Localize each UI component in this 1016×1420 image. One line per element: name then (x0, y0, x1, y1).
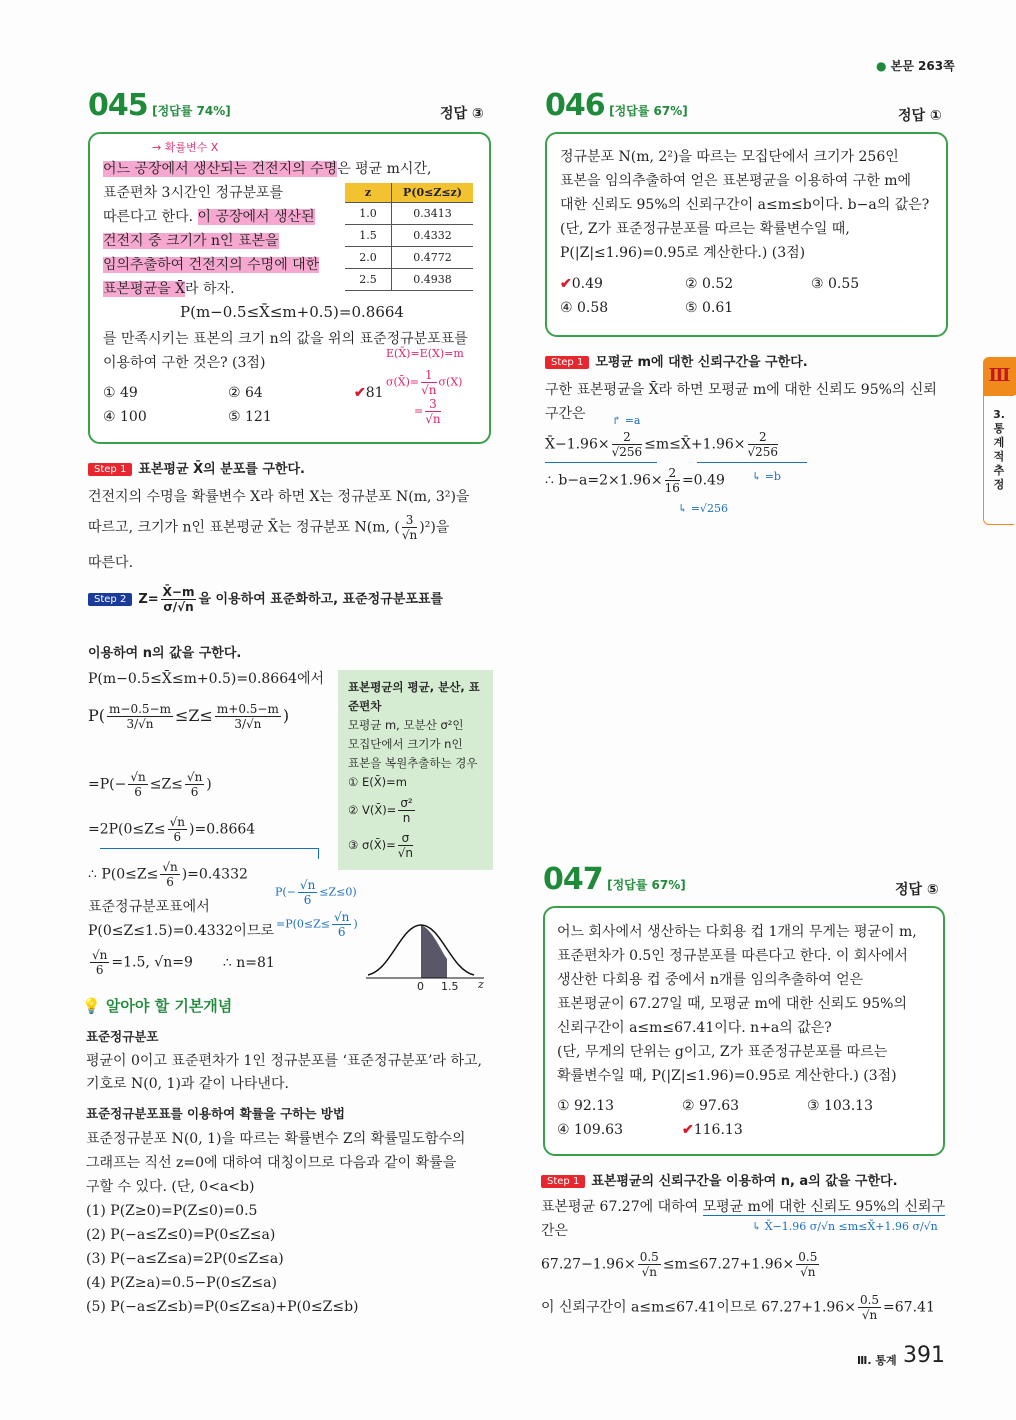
problem-046-header (545, 88, 688, 123)
fraction (215, 702, 281, 731)
text: ≤m≤67.27+1.96× (662, 1256, 795, 1273)
choice-3[interactable] (354, 385, 384, 401)
fraction (748, 430, 779, 459)
denominator: √256 (611, 445, 643, 459)
denominator: n (402, 811, 411, 825)
step-badge: Step 2 (88, 593, 132, 606)
highlight-text: 임의추출하여 건전지의 수명에 대한 (103, 257, 320, 273)
text: 라 하자. (185, 281, 235, 297)
condition-equation: P(m−0.5≤X̄≤m+0.5)=0.8664 (180, 303, 404, 321)
p-cell: 0.4332 (392, 225, 474, 247)
text: =1.5, √n=9 (111, 954, 193, 971)
text: 정규분포 N(m, 2²)을 따르는 모집단에서 크기가 256인 (560, 149, 899, 165)
denominator: √n (861, 1308, 878, 1322)
equation (88, 702, 289, 731)
z-header: z (345, 183, 392, 203)
correct-rate: [정답률 74%] (152, 104, 231, 118)
numerator: 2 (665, 466, 680, 481)
numerator: √n (162, 860, 178, 874)
denominator: √256 (747, 445, 779, 459)
numerator: X̄−m (162, 585, 195, 599)
fraction (128, 770, 147, 799)
answer-label: 정답 ⑤ (895, 882, 939, 898)
solution-text (545, 378, 937, 426)
denominator: 3/√n (126, 717, 154, 731)
note-stddev-value (414, 397, 443, 426)
text: 67.27−1.96× (541, 1256, 636, 1273)
denominator: √n (641, 1265, 657, 1279)
list-item: (3) P(−a≤Z≤a)=2P(0≤Z≤a) (86, 1251, 284, 1267)
text: ③ σ(X̄)= (348, 838, 396, 852)
numerator: √n (186, 770, 203, 784)
step-badge: Step 1 (88, 463, 132, 476)
text: σ(X̄)= (386, 375, 420, 389)
equation (545, 466, 725, 495)
annotation-a: ↱ =a (612, 414, 641, 427)
step2-045 (88, 585, 443, 614)
choice-2[interactable]: ② 64 (228, 385, 263, 401)
problem-number: 047 (543, 862, 603, 897)
text: 표준편차 3시간인 정규분포를 (103, 185, 284, 201)
fraction (168, 815, 187, 844)
numerator: √n (92, 948, 108, 962)
text: Z= (138, 592, 159, 607)
step-badge: Step 1 (541, 1175, 585, 1188)
text: 그래프는 직선 z=0에 대하여 대칭이므로 다음과 같이 확률을 (86, 1155, 457, 1171)
equation (541, 1250, 821, 1279)
denominator: √n (397, 846, 414, 860)
answer-label: 정답 ① (898, 108, 942, 124)
choice-3[interactable]: ③ 103.13 (807, 1098, 873, 1114)
text: =√256 (690, 502, 728, 515)
tip-item (348, 831, 483, 860)
text: =2P(0≤Z≤ (88, 821, 166, 838)
step1-047 (541, 1170, 898, 1189)
step-title: 표본평균의 신뢰구간을 이용하여 n, a의 값을 구한다. (591, 1174, 898, 1189)
numerator: 0.5 (639, 1250, 659, 1264)
tip-text: 모평균 m, 모분산 σ²인 (348, 718, 464, 732)
p-header: P(0≤Z≤z) (392, 183, 474, 203)
numerator: 2 (612, 430, 643, 445)
tip-text: 표본을 복원추출하는 경우 (348, 756, 478, 770)
blue-annotation (275, 878, 357, 907)
text: 표준정규분포 N(0, 1)을 따르는 확률변수 Z의 확률밀도함수의 (86, 1131, 466, 1147)
problem-045-header (88, 88, 231, 123)
text: 평균이 0이고 표준편차가 1인 정규분포를 ‘표준정규분포’라 하고, (86, 1053, 482, 1069)
text: 표본평균이 67.27일 때, 모평균 m에 대한 신뢰도 95%의 (557, 996, 907, 1012)
text: =67.41 (883, 1299, 935, 1316)
choice-5[interactable]: ⑤ 0.61 (685, 300, 734, 316)
highlight-text: 건전지 중 크기가 n인 표본을 (103, 233, 279, 249)
list-item: (1) P(Z≥0)=P(Z≤0)=0.5 (86, 1203, 258, 1219)
chapter-label: 3. 통계적 추정 (983, 395, 1014, 525)
shaded-area (421, 925, 447, 978)
text: P(|Z|≤1.96)=0.95로 계산한다.) (3점) (560, 245, 806, 261)
numerator: 0.5 (798, 1250, 818, 1264)
z-cell: 2.5 (345, 269, 392, 291)
chapter-tab[interactable]: Ⅲ (983, 357, 1016, 395)
fraction (665, 466, 680, 495)
correct-rate: [정답률 67%] (607, 878, 686, 892)
fraction (638, 1250, 661, 1279)
blue-annotation: ↳ X̄−1.96 σ/√n ≤m≤X̄+1.96 σ/√n (752, 1220, 938, 1233)
fraction (107, 702, 173, 731)
denominator: 6 (166, 875, 174, 889)
text: =b (764, 470, 781, 483)
tip-item: ① E(X̄)=m (348, 775, 407, 789)
equation (88, 815, 255, 844)
text: 대한 신뢰도 95%의 신뢰구간이 a≤m≤b이다. b−a의 값은? (560, 197, 930, 213)
highlight-text: 표본평균을 X̄ (103, 281, 186, 297)
text: ≤Z≤ (174, 706, 213, 725)
circle-icon: ● (876, 59, 887, 73)
blue-annotation (276, 910, 358, 939)
denominator: 6 (134, 785, 142, 799)
problem-046-text (560, 145, 929, 265)
choice-5[interactable] (682, 1122, 743, 1138)
p-cell: 0.4772 (392, 247, 474, 269)
text: =P(− (88, 776, 127, 793)
text: ∴ b−a=2×1.96× (545, 472, 663, 489)
text: X̄−1.96× (545, 436, 610, 453)
text: 따른다고 한다. (103, 209, 198, 225)
equation: P(m−0.5≤X̄≤m+0.5)=0.8664에서 (88, 671, 325, 687)
solution-text: 간은 (541, 1223, 569, 1239)
z-cell: 1.0 (345, 203, 392, 225)
text: (단, Z가 표준정규분포를 따르는 확률변수일 때, (560, 221, 850, 237)
choice-1[interactable] (560, 276, 603, 292)
text: X̄−1.96 σ/√n ≤m≤X̄+1.96 σ/√n (764, 1220, 938, 1233)
numerator: m−0.5−m (109, 702, 171, 716)
denominator: 3/√n (234, 717, 262, 731)
problem-number: 045 (88, 88, 148, 123)
text: ) (282, 706, 290, 725)
text: )²)을 (419, 519, 450, 536)
numerator: √n (169, 815, 185, 829)
tip-item (348, 796, 483, 825)
choice-4[interactable]: ④ 0.58 (560, 300, 609, 316)
choice-1[interactable]: ① 92.13 (557, 1098, 615, 1114)
z-table (345, 183, 473, 291)
text: 구할 수 있다. (단, 0<a<b) (86, 1179, 255, 1195)
footer-section: Ⅲ. 통계 (857, 1354, 897, 1367)
choice-4[interactable]: ④ 100 (103, 409, 147, 425)
axis-label: z (478, 978, 484, 991)
denominator: 16 (664, 481, 680, 495)
choice-1[interactable]: ① 49 (103, 385, 138, 401)
answer-label: 정답 ③ (440, 106, 484, 122)
annotation-b: ↳ =b (752, 470, 781, 483)
z-cell: 1.5 (345, 225, 392, 247)
tip-box (338, 670, 493, 870)
underlined-text: 모평균 m에 대한 신뢰도 95%의 신뢰구 (702, 1199, 946, 1215)
choice-2[interactable]: ② 0.52 (685, 276, 734, 292)
text: )=0.8664 (189, 821, 256, 838)
fraction (90, 948, 109, 977)
p-cell: 0.4938 (392, 269, 474, 291)
concept-header (82, 995, 232, 1016)
fraction (398, 831, 413, 860)
fraction (160, 860, 179, 889)
fraction (796, 1250, 819, 1279)
problem-number: 046 (545, 88, 605, 123)
fraction (185, 770, 204, 799)
text: P( (88, 706, 106, 725)
denominator: √n (401, 528, 418, 542)
numerator: 1 (421, 368, 436, 383)
fraction (398, 796, 414, 825)
concept-text (86, 1050, 482, 1096)
denominator: 6 (337, 925, 346, 939)
step-badge: Step 1 (545, 356, 589, 369)
choice-text: 81 (365, 385, 384, 401)
text: 따르고, 크기가 n인 표본평균 X̄는 정규분포 N(m, ( (88, 519, 400, 536)
fraction (298, 878, 317, 907)
numerator: √n (130, 770, 146, 784)
text: 이 신뢰구간이 a≤m≤67.41이므로 67.27+1.96× (541, 1299, 856, 1316)
highlight-text: 이 공장에서 생산된 (197, 209, 315, 225)
tip-text: 모집단에서 크기가 n인 (348, 737, 463, 751)
text: ≤m≤X̄+1.96× (644, 436, 746, 453)
text: )=0.4332 (181, 866, 248, 883)
solution-text: 건전지의 수명을 확률변수 X라 하면 X는 정규분포 N(m, 3²)을 (88, 489, 470, 505)
page-number: 391 (903, 1343, 945, 1368)
text: =0.49 (681, 472, 725, 489)
text: P(− (275, 885, 296, 899)
step-title: 표본평균 X̄의 분포를 구한다. (138, 462, 305, 477)
fraction (421, 368, 436, 397)
problem-047-header (543, 862, 686, 897)
text: 이용하여 구한 것은? (3점) (103, 355, 266, 371)
denominator: √n (425, 412, 441, 426)
equation (88, 948, 275, 977)
text: 구한 표본평균을 X̄라 하면 모평균 m에 대한 신뢰도 95%의 신뢰 (545, 382, 937, 398)
step-title: 모평균 m에 대한 신뢰구간을 구한다. (595, 355, 808, 370)
choice-2[interactable]: ② 97.63 (682, 1098, 740, 1114)
denominator: 6 (190, 785, 199, 799)
fraction (425, 397, 440, 426)
text: 표준편차가 0.5인 정규분포를 따른다고 한다. 이 회사에서 (557, 948, 908, 964)
denominator: σ/√n (163, 600, 194, 614)
text: =a (624, 414, 641, 427)
equation (88, 860, 248, 889)
problem-047-text (557, 920, 917, 1088)
text: = (414, 404, 424, 418)
text: =P(0≤Z≤ (276, 917, 330, 931)
connector-line (100, 848, 319, 859)
lightbulb-icon: 💡 (82, 997, 101, 1015)
text: σ(X) (438, 375, 463, 389)
solution-text (541, 1196, 945, 1216)
page-reference-text: 본문 263쪽 (890, 59, 955, 73)
concept-heading: 표준정규분포표를 이용하여 확률을 구하는 방법 (86, 1106, 345, 1121)
tick-label: 0 (417, 980, 424, 993)
solution-text: 따른다. (88, 555, 134, 571)
checkmark-icon: ✔ (354, 385, 366, 401)
text: 표본을 임의추출하여 얻은 표본평균을 이용하여 구한 m에 (560, 173, 912, 189)
step-title: 을 이용하여 표준화하고, 표준정규분포표를 (198, 592, 444, 607)
denominator: 6 (95, 963, 104, 977)
annotation-sqrt: ↳ =√256 (678, 502, 728, 515)
concept-title: 알아야 할 기본개념 (105, 997, 233, 1015)
text: ∴ n=81 (222, 954, 275, 971)
text: 생산한 다회용 컵 중에서 n개를 임의추출하여 얻은 (557, 972, 864, 988)
text: 어느 회사에서 생산하는 다회용 컵 1개의 무게는 평균이 m, (557, 924, 917, 940)
numerator: 3 (425, 397, 440, 412)
denominator: 6 (303, 893, 312, 907)
text: ≤Z≤0) (319, 885, 357, 899)
equation (88, 770, 212, 799)
text: 확률변수일 때, P(|Z|≤1.96)=0.95로 계산한다.) (3점) (557, 1068, 897, 1084)
numerator: σ² (400, 796, 413, 810)
text: 구간은 (545, 406, 586, 422)
concept-heading: 표준정규분포 (86, 1029, 159, 1044)
text: (단, 무게의 단위는 g이고, Z가 표준정규분포를 따르는 (557, 1044, 888, 1060)
text: ② V(X̄)= (348, 803, 397, 817)
numerator: 2 (748, 430, 779, 445)
choice-text: 116.13 (693, 1122, 743, 1138)
tick-label: 1.5 (441, 980, 459, 993)
choice-4[interactable]: ④ 109.63 (557, 1122, 623, 1138)
fraction (612, 430, 643, 459)
step1-046 (545, 351, 808, 370)
p-cell: 0.3413 (392, 203, 474, 225)
numerator: √n (334, 910, 350, 924)
numerator: 3 (402, 513, 417, 528)
equation (541, 1293, 935, 1322)
list-item: (5) P(−a≤Z≤b)=P(0≤Z≤a)+P(0≤Z≤b) (86, 1299, 359, 1315)
text: ) (206, 776, 212, 793)
text: 신뢰구간이 a≤m≤67.41이다. n+a의 값은? (557, 1020, 832, 1036)
list-item: (2) P(−a≤Z≤0)=P(0≤Z≤a) (86, 1227, 276, 1243)
equation: P(0≤Z≤1.5)=0.4332이므로 (88, 923, 274, 939)
text: ≤Z≤ (149, 776, 183, 793)
annotation-random-variable: → 확률변수 X (152, 141, 219, 154)
concept-text (86, 1127, 465, 1319)
numerator: 0.5 (859, 1293, 880, 1307)
equation (545, 430, 780, 459)
text: ∴ P(0≤Z≤ (88, 866, 159, 883)
denominator: √n (421, 383, 437, 397)
numerator: √n (299, 878, 316, 892)
list-item: (4) P(Z≥a)=0.5−P(0≤Z≤a) (86, 1275, 277, 1291)
numerator: σ (398, 831, 413, 846)
fraction (332, 910, 351, 939)
checkmark-icon: ✔ (682, 1122, 694, 1138)
numerator: m+0.5−m (216, 702, 279, 716)
annotation-text: 확률변수 X (164, 141, 219, 154)
choice-text: 0.49 (571, 276, 603, 292)
normal-curve-graph (366, 915, 491, 995)
text: 기호로 N(0, 1)과 같이 나타낸다. (86, 1076, 289, 1092)
underline (697, 462, 807, 463)
solution-text (88, 513, 449, 542)
text: 표본평균 67.27에 대하여 (541, 1199, 703, 1215)
tip-title: 표본평균의 평균, 분산, 표준편차 (348, 680, 480, 713)
denominator: 6 (173, 830, 182, 844)
fraction (858, 1293, 881, 1322)
solution-text: 표준정규분포표에서 (88, 899, 210, 915)
choice-3[interactable]: ③ 0.55 (811, 276, 860, 292)
note-expectation: E(X̄)=E(X)=m (386, 347, 464, 360)
fraction (402, 513, 417, 542)
highlight-text: 어느 공장에서 생산되는 건전지의 수명 (103, 161, 338, 177)
text: ) (353, 917, 358, 931)
step-title: 이용하여 n의 값을 구한다. (88, 646, 242, 661)
page-reference (876, 57, 955, 74)
denominator: √n (800, 1265, 816, 1279)
checkmark-icon: ✔ (560, 276, 572, 292)
fraction (161, 585, 197, 614)
correct-rate: [정답률 67%] (609, 104, 688, 118)
note-stddev (386, 368, 462, 397)
underline (545, 462, 657, 463)
text: 를 만족시키는 표본의 크기 n의 값을 위의 표준정규분포표를 (103, 331, 468, 347)
choice-5[interactable]: ⑤ 121 (228, 409, 272, 425)
text: 은 평균 m시간, (337, 161, 432, 177)
step1-045 (88, 458, 305, 477)
z-cell: 2.0 (345, 247, 392, 269)
